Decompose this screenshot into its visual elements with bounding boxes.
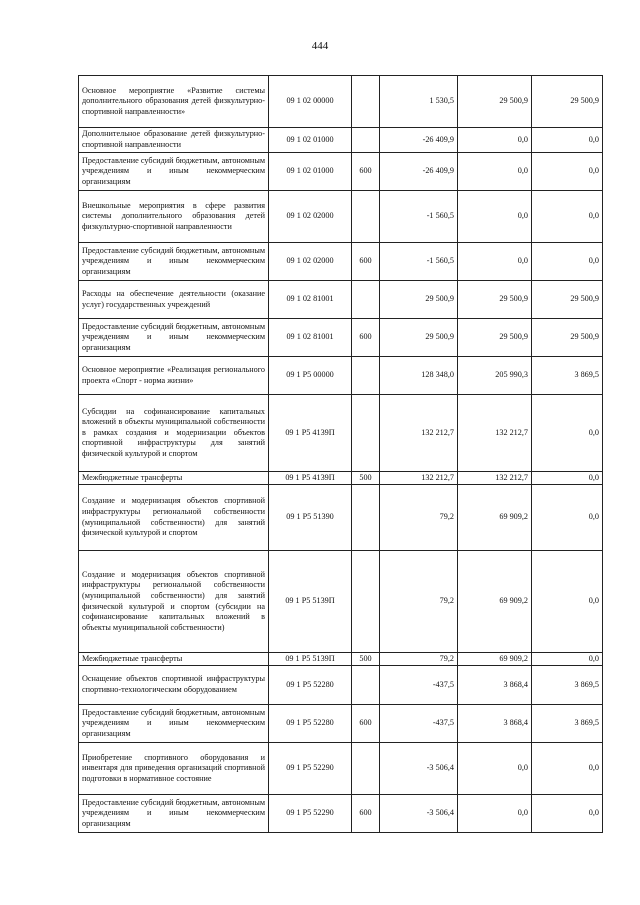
table-row — [79, 153, 603, 191]
row-code: 09 1 02 01000 — [269, 153, 352, 191]
row-value-2: 0,0 — [458, 743, 532, 795]
row-value-1: -3 506,4 — [380, 795, 458, 833]
row-value-3: 29 500,9 — [532, 281, 603, 319]
row-name: Межбюджетные трансферты — [79, 653, 269, 666]
row-code: 09 1 P5 52290 — [269, 743, 352, 795]
row-value-2: 205 990,3 — [458, 357, 532, 395]
row-value-2: 0,0 — [458, 243, 532, 281]
row-value-3: 0,0 — [532, 128, 603, 153]
row-code: 09 1 P5 4139П — [269, 395, 352, 472]
row-value-3: 0,0 — [532, 795, 603, 833]
table-row — [79, 357, 603, 395]
row-value-2: 29 500,9 — [458, 319, 532, 357]
row-code: 09 1 P5 52290 — [269, 795, 352, 833]
table-row — [79, 666, 603, 705]
row-value-1: -1 560,5 — [380, 243, 458, 281]
row-value-2: 3 868,4 — [458, 705, 532, 743]
budget-table-body — [79, 76, 603, 833]
table-row — [79, 243, 603, 281]
row-vr — [352, 76, 380, 128]
row-code: 09 1 02 02000 — [269, 191, 352, 243]
row-name: Основное мероприятие «Реализация регионального проекта «Спорт - норма жизни» — [79, 357, 269, 395]
row-code: 09 1 02 00000 — [269, 76, 352, 128]
row-value-1: 128 348,0 — [380, 357, 458, 395]
row-code: 09 1 P5 52280 — [269, 705, 352, 743]
row-vr — [352, 395, 380, 472]
row-value-3: 3 869,5 — [532, 705, 603, 743]
row-code: 09 1 P5 5139П — [269, 551, 352, 653]
row-code: 09 1 02 81001 — [269, 281, 352, 319]
row-value-2: 69 909,2 — [458, 485, 532, 551]
row-value-1: -26 409,9 — [380, 153, 458, 191]
row-name: Предоставление субсидий бюджетным, автономным учреждениям и иным некоммерческим организациям — [79, 319, 269, 357]
row-value-2: 0,0 — [458, 128, 532, 153]
row-value-1: 29 500,9 — [380, 281, 458, 319]
row-name: Межбюджетные трансферты — [79, 472, 269, 485]
row-vr — [352, 743, 380, 795]
row-code: 09 1 P5 52280 — [269, 666, 352, 705]
row-vr — [352, 357, 380, 395]
table-row — [79, 743, 603, 795]
row-value-1: -3 506,4 — [380, 743, 458, 795]
row-vr — [352, 485, 380, 551]
table-row — [79, 485, 603, 551]
row-vr: 600 — [352, 705, 380, 743]
table-row — [79, 705, 603, 743]
row-value-3: 29 500,9 — [532, 76, 603, 128]
row-value-1: 132 212,7 — [380, 395, 458, 472]
row-value-3: 0,0 — [532, 472, 603, 485]
row-vr: 600 — [352, 795, 380, 833]
table-row — [79, 76, 603, 128]
row-name: Предоставление субсидий бюджетным, автономным учреждениям и иным некоммерческим организациям — [79, 795, 269, 833]
row-value-3: 0,0 — [532, 243, 603, 281]
row-value-1: -1 560,5 — [380, 191, 458, 243]
row-value-3: 0,0 — [532, 395, 603, 472]
table-row — [79, 128, 603, 153]
table-row — [79, 395, 603, 472]
row-value-2: 132 212,7 — [458, 472, 532, 485]
row-vr: 500 — [352, 472, 380, 485]
table-row — [79, 795, 603, 833]
row-name: Предоставление субсидий бюджетным, автономным учреждениям и иным некоммерческим организациям — [79, 153, 269, 191]
row-value-3: 0,0 — [532, 485, 603, 551]
row-name: Приобретение спортивного оборудования и инвентаря для приведения организаций спортивной подготовки в нормативное состояние — [79, 743, 269, 795]
budget-table — [78, 75, 603, 833]
row-value-2: 132 212,7 — [458, 395, 532, 472]
row-name: Создание и модернизация объектов спортивной инфраструктуры региональной собственности (муниципальной собственности) для занятий физической культурой и спортом — [79, 485, 269, 551]
row-name: Создание и модернизация объектов спортивной инфраструктуры региональной собственности (муниципальной собственности) для занятий физической культурой и спортом (субсидии на софинансирование капитальных вложений в объекты муниципальной собственности) — [79, 551, 269, 653]
row-code: 09 1 P5 4139П — [269, 472, 352, 485]
row-value-3: 0,0 — [532, 653, 603, 666]
row-value-2: 69 909,2 — [458, 653, 532, 666]
row-name: Основное мероприятие «Развитие системы дополнительного образования детей физкультурно-спортивной направленности» — [79, 76, 269, 128]
row-value-1: 1 530,5 — [380, 76, 458, 128]
row-name: Оснащение объектов спортивной инфраструктуры спортивно-технологическим оборудованием — [79, 666, 269, 705]
row-value-1: -26 409,9 — [380, 128, 458, 153]
row-value-2: 29 500,9 — [458, 281, 532, 319]
row-name: Предоставление субсидий бюджетным, автономным учреждениям и иным некоммерческим организациям — [79, 243, 269, 281]
row-vr: 600 — [352, 243, 380, 281]
row-value-1: 132 212,7 — [380, 472, 458, 485]
row-code: 09 1 02 01000 — [269, 128, 352, 153]
row-code: 09 1 P5 5139П — [269, 653, 352, 666]
row-code: 09 1 02 02000 — [269, 243, 352, 281]
row-name: Предоставление субсидий бюджетным, автономным учреждениям и иным некоммерческим организациям — [79, 705, 269, 743]
row-vr: 600 — [352, 319, 380, 357]
row-value-3: 0,0 — [532, 191, 603, 243]
row-value-2: 29 500,9 — [458, 76, 532, 128]
row-code: 09 1 P5 51390 — [269, 485, 352, 551]
row-value-3: 29 500,9 — [532, 319, 603, 357]
row-vr — [352, 191, 380, 243]
row-vr — [352, 551, 380, 653]
row-value-3: 3 869,5 — [532, 666, 603, 705]
row-value-1: 79,2 — [380, 551, 458, 653]
row-vr: 500 — [352, 653, 380, 666]
table-row — [79, 191, 603, 243]
row-name: Дополнительное образование детей физкультурно-спортивной направленности — [79, 128, 269, 153]
row-name: Субсидии на софинансирование капитальных вложений в объекты муниципальной собственности в рамках создания и модернизации объектов спортивной инфраструктуры для занятий физической культурой и спортом — [79, 395, 269, 472]
row-value-3: 0,0 — [532, 153, 603, 191]
row-value-1: -437,5 — [380, 666, 458, 705]
row-name: Расходы на обеспечение деятельности (оказание услуг) государственных учреждений — [79, 281, 269, 319]
row-code: 09 1 P5 00000 — [269, 357, 352, 395]
page-number: 444 — [311, 40, 329, 52]
row-vr — [352, 281, 380, 319]
row-vr: 600 — [352, 153, 380, 191]
row-code: 09 1 02 81001 — [269, 319, 352, 357]
table-row — [79, 281, 603, 319]
row-name: Внешкольные мероприятия в сфере развития системы дополнительного образования детей физкультурно-спортивной направленности — [79, 191, 269, 243]
row-value-3: 0,0 — [532, 743, 603, 795]
row-value-3: 3 869,5 — [532, 357, 603, 395]
row-value-3: 0,0 — [532, 551, 603, 653]
row-value-1: -437,5 — [380, 705, 458, 743]
table-row — [79, 472, 603, 485]
table-row — [79, 319, 603, 357]
row-value-1: 79,2 — [380, 653, 458, 666]
row-value-2: 0,0 — [458, 153, 532, 191]
row-vr — [352, 666, 380, 705]
table-row — [79, 653, 603, 666]
row-value-1: 29 500,9 — [380, 319, 458, 357]
row-value-2: 0,0 — [458, 795, 532, 833]
row-value-2: 69 909,2 — [458, 551, 532, 653]
table-row — [79, 551, 603, 653]
row-value-2: 0,0 — [458, 191, 532, 243]
row-value-1: 79,2 — [380, 485, 458, 551]
row-vr — [352, 128, 380, 153]
row-value-2: 3 868,4 — [458, 666, 532, 705]
